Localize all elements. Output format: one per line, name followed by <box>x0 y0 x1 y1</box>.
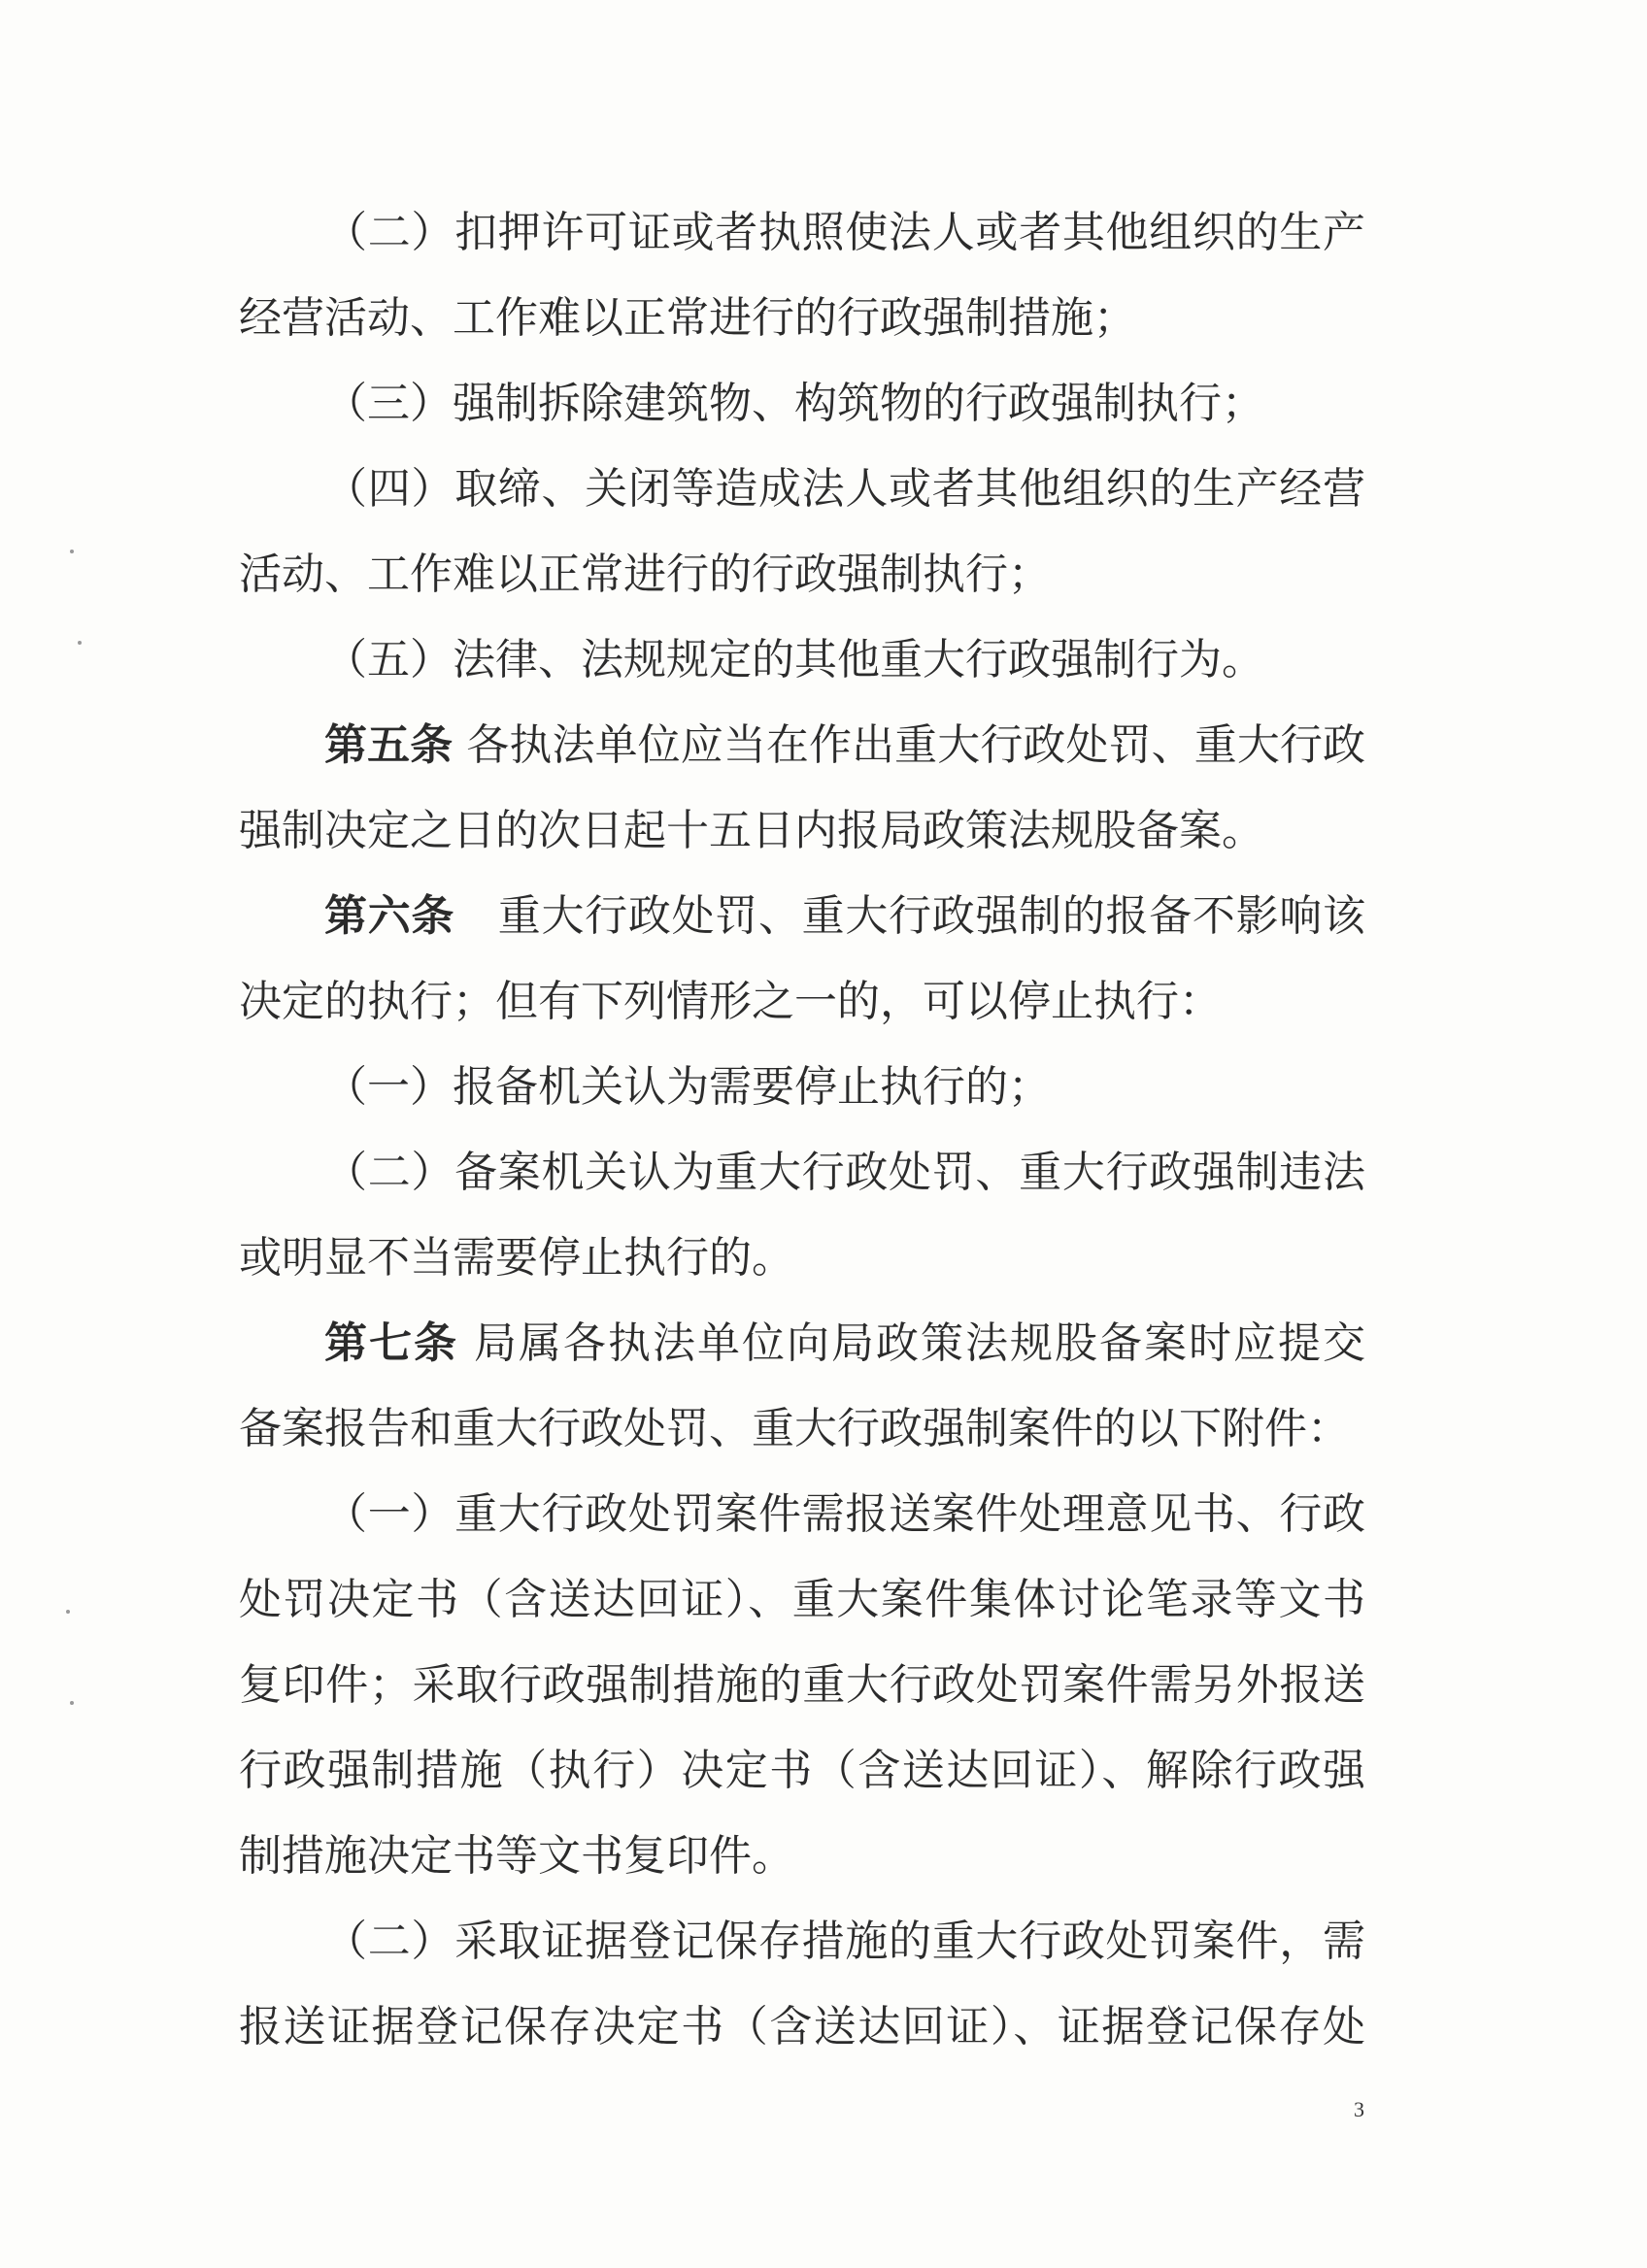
document-body <box>239 190 1365 2070</box>
text-line <box>239 788 1365 874</box>
scan-speck <box>78 641 82 645</box>
line-text: 或明显不当需要停止执行的。 <box>239 1233 794 1283</box>
line-text: 制措施决定书等文书复印件。 <box>239 1831 794 1881</box>
line-text: 备案报告和重大行政处罚、重大行政强制案件的以下附件： <box>239 1404 1350 1453</box>
line-text: 经营活动、工作难以正常进行的行政强制措施； <box>239 293 1136 343</box>
line-text: （二）备案机关认为重大行政处罚、重大行政强制违法 <box>324 1148 1365 1197</box>
text-line <box>239 959 1365 1045</box>
line-text: （一）重大行政处罚案件需报送案件处理意见书、行政 <box>324 1489 1365 1539</box>
text-line <box>239 1130 1365 1216</box>
scan-speck <box>66 1610 70 1614</box>
article-heading: 第五条 <box>324 720 454 770</box>
line-text: 强制决定之日的次日起十五日内报局政策法规股备案。 <box>239 806 1264 855</box>
text-line <box>239 1557 1365 1643</box>
line-text: 活动、工作难以正常进行的行政强制执行； <box>239 550 1051 599</box>
line-text: （五）法律、法规规定的其他重大行政强制行为。 <box>324 635 1264 684</box>
text-line <box>239 276 1365 361</box>
line-text: （二）采取证据登记保存措施的重大行政处罚案件，需 <box>324 1917 1365 1966</box>
line-text: 行政强制措施（执行）决定书（含送达回证）、解除行政强 <box>239 1746 1365 1795</box>
text-line <box>239 1899 1365 1984</box>
page-number: 3 <box>1354 2097 1364 2121</box>
text-line <box>239 617 1365 703</box>
text-line <box>239 703 1365 788</box>
text-line <box>239 1984 1365 2070</box>
text-line <box>239 1643 1365 1728</box>
article-heading: 第六条 <box>324 891 455 941</box>
text-line <box>239 874 1365 959</box>
text-line <box>239 532 1365 617</box>
line-text: （三）强制拆除建筑物、构筑物的行政强制执行； <box>324 379 1264 428</box>
text-line <box>239 447 1365 532</box>
text-line <box>239 1814 1365 1899</box>
scan-speck <box>70 550 74 553</box>
line-text: 复印件；采取行政强制措施的重大行政处罚案件需另外报送 <box>239 1660 1365 1710</box>
line-text: 报送证据登记保存决定书（含送达回证）、证据登记保存处 <box>239 2002 1365 2051</box>
text-line <box>239 1472 1365 1557</box>
line-text: 处罚决定书（含送达回证）、重大案件集体讨论笔录等文书 <box>239 1575 1365 1624</box>
line-text: 重大行政处罚、重大行政强制的报备不影响该 <box>454 891 1365 941</box>
text-line <box>239 1216 1365 1301</box>
text-line <box>239 361 1365 447</box>
text-line <box>239 1301 1365 1386</box>
line-text: 局属各执法单位向局政策法规股备案时应提交 <box>458 1318 1365 1368</box>
article-heading: 第七条 <box>324 1318 458 1368</box>
text-line <box>239 1045 1365 1130</box>
line-text: 各执法单位应当在作出重大行政处罚、重大行政 <box>453 720 1365 770</box>
text-line <box>239 1386 1365 1472</box>
line-text: （四）取缔、关闭等造成法人或者其他组织的生产经营 <box>324 464 1365 514</box>
text-line <box>239 190 1365 276</box>
line-text: 决定的执行；但有下列情形之一的，可以停止执行： <box>239 977 1222 1026</box>
line-text: （二）扣押许可证或者执照使法人或者其他组织的生产 <box>324 208 1365 257</box>
scan-speck <box>70 1701 74 1705</box>
line-text: （一）报备机关认为需要停止执行的； <box>324 1062 1051 1112</box>
text-line <box>239 1728 1365 1814</box>
